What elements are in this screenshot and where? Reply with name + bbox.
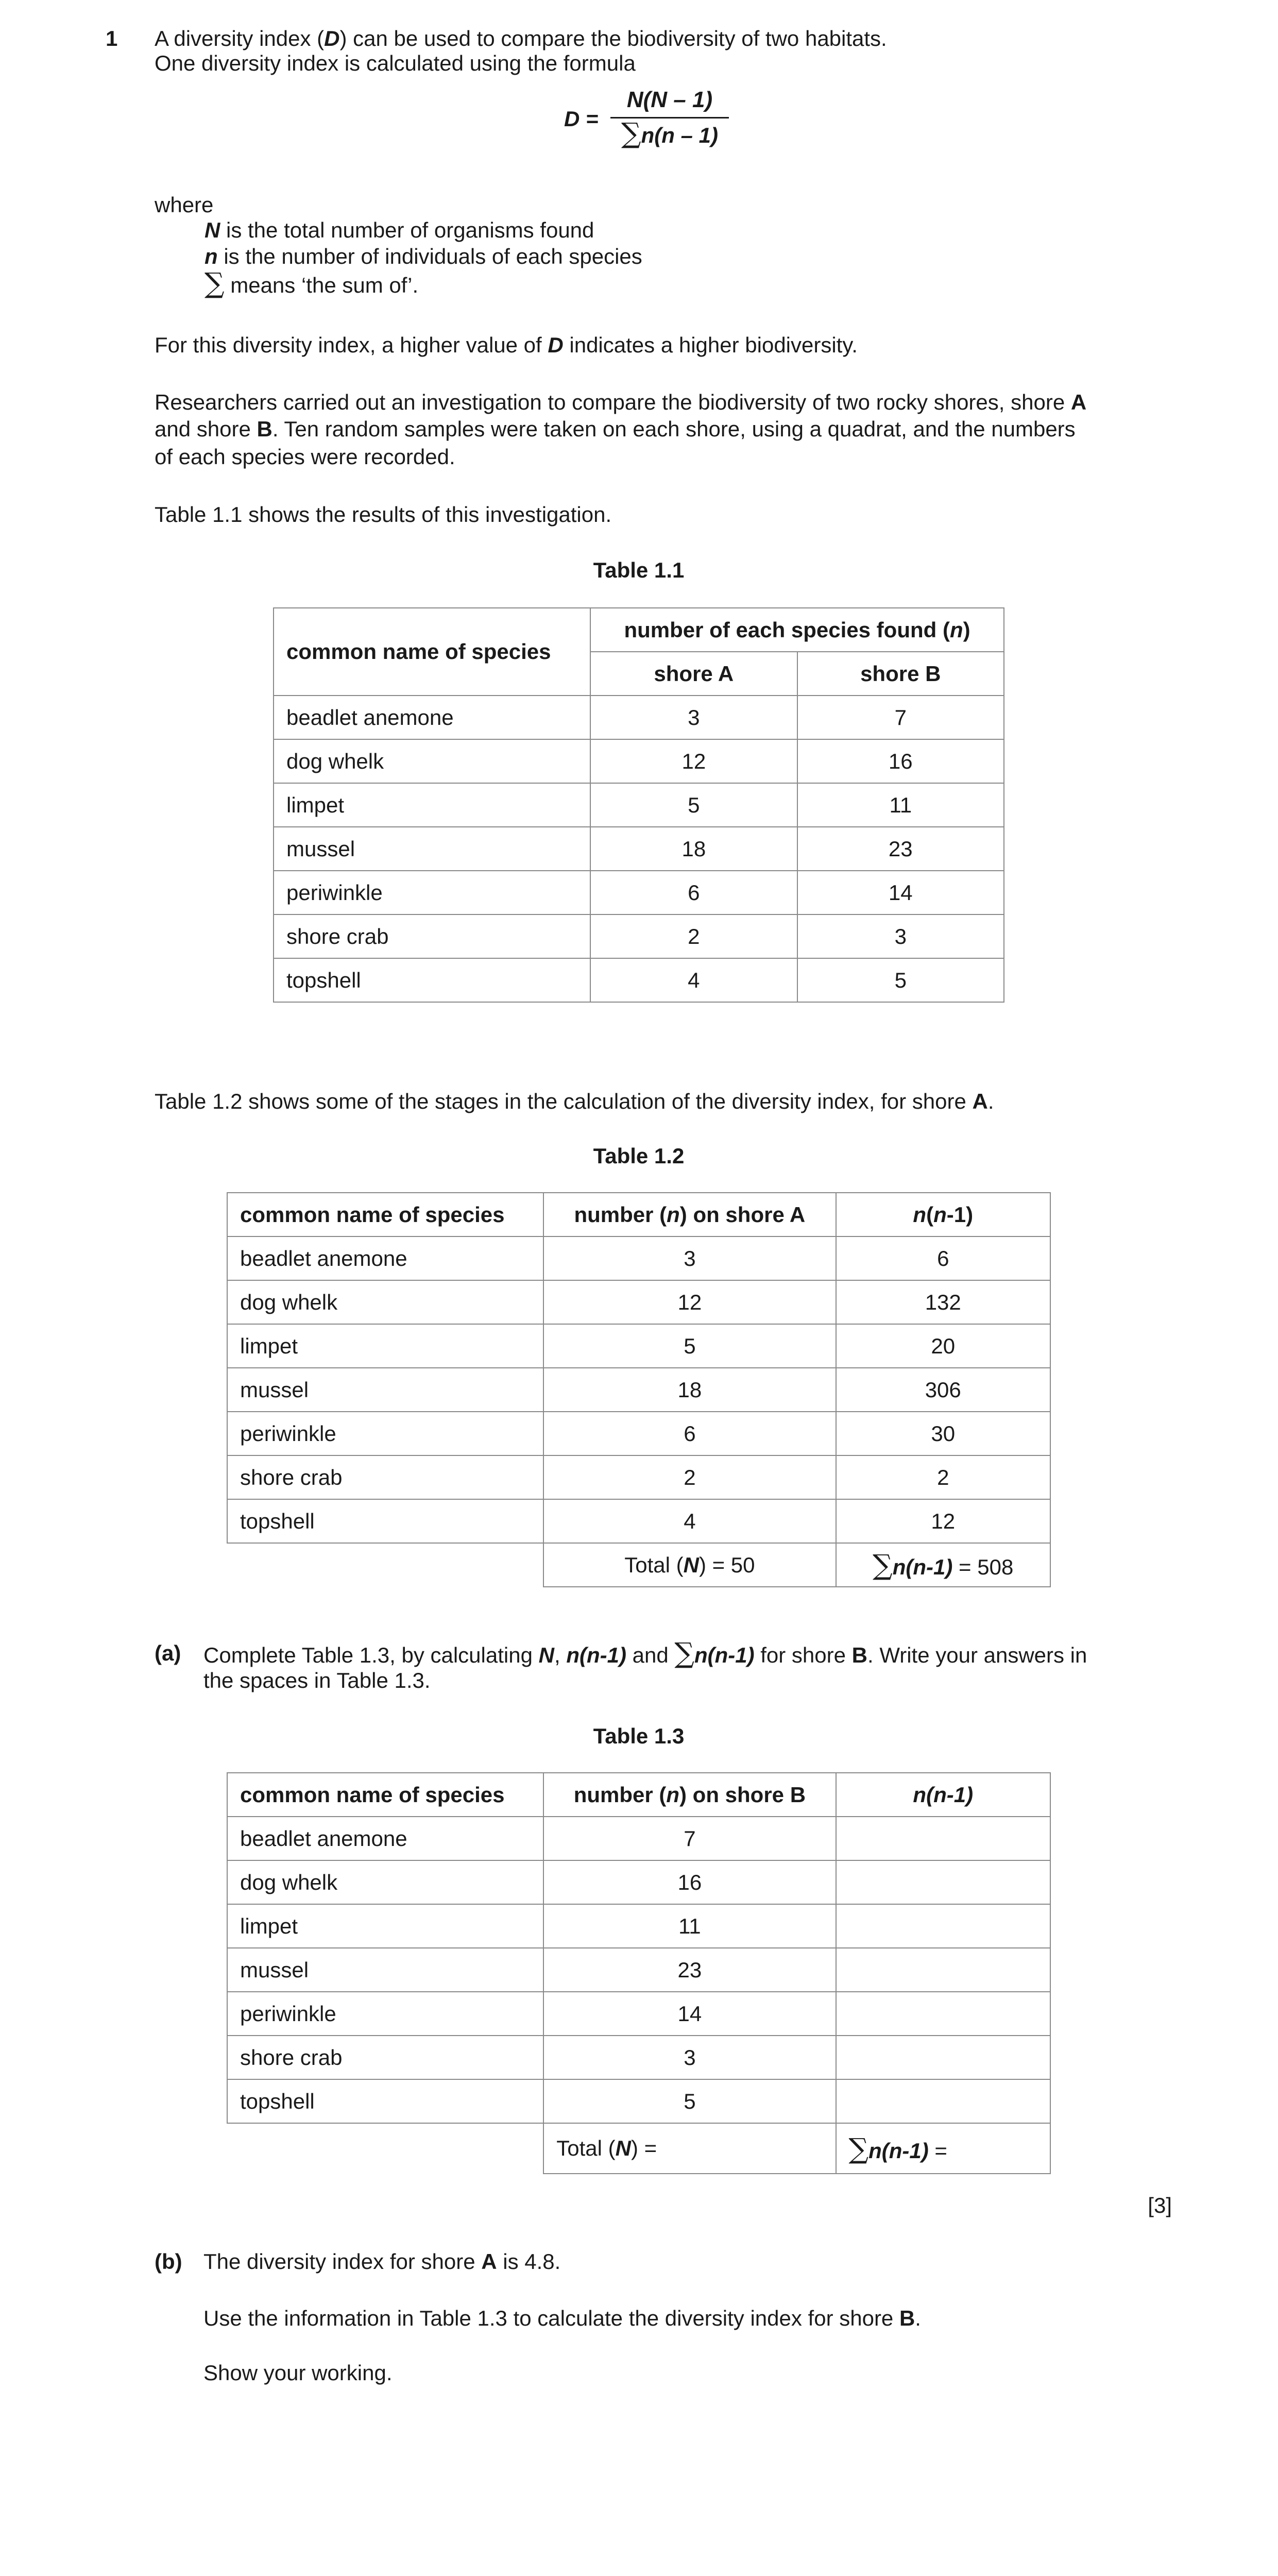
table-row <box>227 1368 1050 1412</box>
n-n-minus-1-answer-cell[interactable] <box>836 1904 1051 1948</box>
n-n-minus-1-cell: 20 <box>836 1324 1051 1368</box>
n-n-minus-1-answer-cell[interactable] <box>836 1948 1051 1992</box>
research-line-1: Researchers carried out an investigation to compare the biodiversity of two rocky shores, shore A <box>155 390 1087 414</box>
species-name-cell: beadlet anemone <box>227 1817 543 1860</box>
n-n-minus-1-answer-cell[interactable] <box>836 1860 1051 1904</box>
table-1-2 <box>227 1192 1051 1587</box>
empty-cell <box>227 2123 543 2174</box>
table-row <box>227 1817 1050 1860</box>
part-a-line-1: Complete Table 1.3, by calculating N, n(n-1) and ∑n(n-1) for shore B. Write your answers in <box>203 1637 1087 1669</box>
species-name-cell: periwinkle <box>227 1992 543 2036</box>
count-cell: 5 <box>543 1324 836 1368</box>
species-name-cell: periwinkle <box>274 871 590 914</box>
table-row <box>227 1455 1050 1499</box>
species-name-cell: limpet <box>227 1324 543 1368</box>
table-row <box>227 1324 1050 1368</box>
part-b-label: (b) <box>155 2249 182 2274</box>
header-number-shore-a: number (n) on shore A <box>543 1193 836 1236</box>
intro-line-1: A diversity index (D) can be used to compare the biodiversity of two habitats. <box>155 26 887 50</box>
species-name-cell: beadlet anemone <box>227 1236 543 1280</box>
header-shore-a: shore A <box>590 652 797 696</box>
species-name-cell: mussel <box>227 1368 543 1412</box>
table-1-2-caption: Table 1.2 <box>593 1144 685 1168</box>
table-row <box>274 783 1004 827</box>
table-row <box>227 1499 1050 1543</box>
intro-line-2: One diversity index is calculated using the formula <box>155 51 636 75</box>
count-cell: 14 <box>543 1992 836 2036</box>
higher-value-statement: For this diversity index, a higher value of D indicates a higher biodiversity. <box>155 333 858 357</box>
header-common-name: common name of species <box>227 1193 543 1236</box>
part-a-label: (a) <box>155 1641 181 1665</box>
header-n-n-minus-1: n(n-1) <box>836 1773 1051 1817</box>
table-row <box>227 1904 1050 1948</box>
formula-lhs: D = <box>564 107 599 131</box>
shore-a-count-cell: 5 <box>590 783 797 827</box>
part-b-line-3: Show your working. <box>203 2361 393 2385</box>
shore-a-count-cell: 3 <box>590 696 797 739</box>
table-row <box>227 1860 1050 1904</box>
count-cell: 3 <box>543 1236 836 1280</box>
species-name-cell: beadlet anemone <box>274 696 590 739</box>
n-n-minus-1-cell: 6 <box>836 1236 1051 1280</box>
part-b-line-2: Use the information in Table 1.3 to calculate the diversity index for shore B. <box>203 2306 921 2330</box>
species-name-cell: topshell <box>227 1499 543 1543</box>
table-row <box>274 739 1004 783</box>
question-number: 1 <box>106 26 118 50</box>
species-name-cell: topshell <box>274 958 590 1002</box>
species-name-cell: mussel <box>227 1948 543 1992</box>
species-name-cell: dog whelk <box>227 1280 543 1324</box>
species-name-cell: dog whelk <box>274 739 590 783</box>
n-n-minus-1-answer-cell[interactable] <box>836 1992 1051 2036</box>
part-a-marks: [3] <box>1148 2193 1172 2217</box>
shore-b-count-cell: 7 <box>797 696 1004 739</box>
species-name-cell: dog whelk <box>227 1860 543 1904</box>
total-N-cell: Total (N) = 50 <box>543 1543 836 1587</box>
shore-b-count-cell: 5 <box>797 958 1004 1002</box>
total-N-answer-cell[interactable]: Total (N) = <box>543 2123 836 2174</box>
table-1-1-intro: Table 1.1 shows the results of this investigation. <box>155 502 612 527</box>
table-1-3 <box>227 1772 1051 2174</box>
definition-n: n is the number of individuals of each species <box>205 244 642 268</box>
shore-b-count-cell: 14 <box>797 871 1004 914</box>
table-row <box>274 827 1004 871</box>
shore-a-count-cell: 2 <box>590 914 797 958</box>
table-row <box>227 1992 1050 2036</box>
header-number-found: number of each species found (n) <box>590 608 1004 652</box>
n-n-minus-1-cell: 12 <box>836 1499 1051 1543</box>
count-cell: 12 <box>543 1280 836 1324</box>
table-1-1-caption: Table 1.1 <box>593 558 685 582</box>
header-number-shore-b: number (n) on shore B <box>543 1773 836 1817</box>
part-b-line-1: The diversity index for shore A is 4.8. <box>203 2249 561 2274</box>
species-name-cell: mussel <box>274 827 590 871</box>
species-name-cell: topshell <box>227 2079 543 2123</box>
count-cell: 3 <box>543 2036 836 2079</box>
empty-cell <box>227 1543 543 1587</box>
sum-answer-cell[interactable]: ∑n(n-1) = <box>836 2123 1051 2174</box>
table-1-1 <box>273 607 1004 1003</box>
n-n-minus-1-cell: 30 <box>836 1412 1051 1455</box>
header-n-n-minus-1: n(n-1) <box>836 1193 1051 1236</box>
n-n-minus-1-answer-cell[interactable] <box>836 2079 1051 2123</box>
part-a-line-2: the spaces in Table 1.3. <box>203 1668 431 1692</box>
research-line-2: and shore B. Ten random samples were taken on each shore, using a quadrat, and the numbers <box>155 417 1076 441</box>
species-name-cell: limpet <box>274 783 590 827</box>
shore-b-count-cell: 23 <box>797 827 1004 871</box>
count-cell: 23 <box>543 1948 836 1992</box>
formula-denominator: ∑n(n – 1) <box>621 117 718 149</box>
shore-a-count-cell: 12 <box>590 739 797 783</box>
shore-b-count-cell: 11 <box>797 783 1004 827</box>
table-row <box>227 1948 1050 1992</box>
shore-b-count-cell: 16 <box>797 739 1004 783</box>
research-line-3: of each species were recorded. <box>155 445 455 469</box>
n-n-minus-1-cell: 2 <box>836 1455 1051 1499</box>
formula-numerator: N(N – 1) <box>626 87 713 112</box>
table-1-2-intro: Table 1.2 shows some of the stages in the calculation of the diversity index, for shore A. <box>155 1089 994 1113</box>
count-cell: 4 <box>543 1499 836 1543</box>
table-row <box>274 914 1004 958</box>
species-name-cell: limpet <box>227 1904 543 1948</box>
definition-sigma: ∑ means ‘the sum of’. <box>205 267 419 299</box>
header-common-name: common name of species <box>274 608 590 696</box>
count-cell: 7 <box>543 1817 836 1860</box>
species-name-cell: shore crab <box>227 1455 543 1499</box>
header-shore-b: shore B <box>797 652 1004 696</box>
header-common-name: common name of species <box>227 1773 543 1817</box>
table-row <box>274 871 1004 914</box>
table-row <box>227 2079 1050 2123</box>
shore-a-count-cell: 6 <box>590 871 797 914</box>
n-n-minus-1-cell: 306 <box>836 1368 1051 1412</box>
sum-cell: ∑n(n-1) = 508 <box>836 1543 1051 1587</box>
count-cell: 2 <box>543 1455 836 1499</box>
table-row <box>227 1236 1050 1280</box>
table-row <box>227 1280 1050 1324</box>
table-1-3-caption: Table 1.3 <box>593 1724 685 1748</box>
n-n-minus-1-cell: 132 <box>836 1280 1051 1324</box>
shore-a-count-cell: 4 <box>590 958 797 1002</box>
species-name-cell: shore crab <box>227 2036 543 2079</box>
n-n-minus-1-answer-cell[interactable] <box>836 1817 1051 1860</box>
count-cell: 11 <box>543 1904 836 1948</box>
definition-N: N is the total number of organisms found <box>205 218 594 242</box>
shore-b-count-cell: 3 <box>797 914 1004 958</box>
species-name-cell: shore crab <box>274 914 590 958</box>
count-cell: 18 <box>543 1368 836 1412</box>
where-label: where <box>155 193 214 217</box>
count-cell: 6 <box>543 1412 836 1455</box>
table-row <box>227 2036 1050 2079</box>
n-n-minus-1-answer-cell[interactable] <box>836 2036 1051 2079</box>
count-cell: 16 <box>543 1860 836 1904</box>
table-row <box>274 958 1004 1002</box>
shore-a-count-cell: 18 <box>590 827 797 871</box>
table-row <box>274 696 1004 739</box>
species-name-cell: periwinkle <box>227 1412 543 1455</box>
count-cell: 5 <box>543 2079 836 2123</box>
table-row <box>227 1412 1050 1455</box>
